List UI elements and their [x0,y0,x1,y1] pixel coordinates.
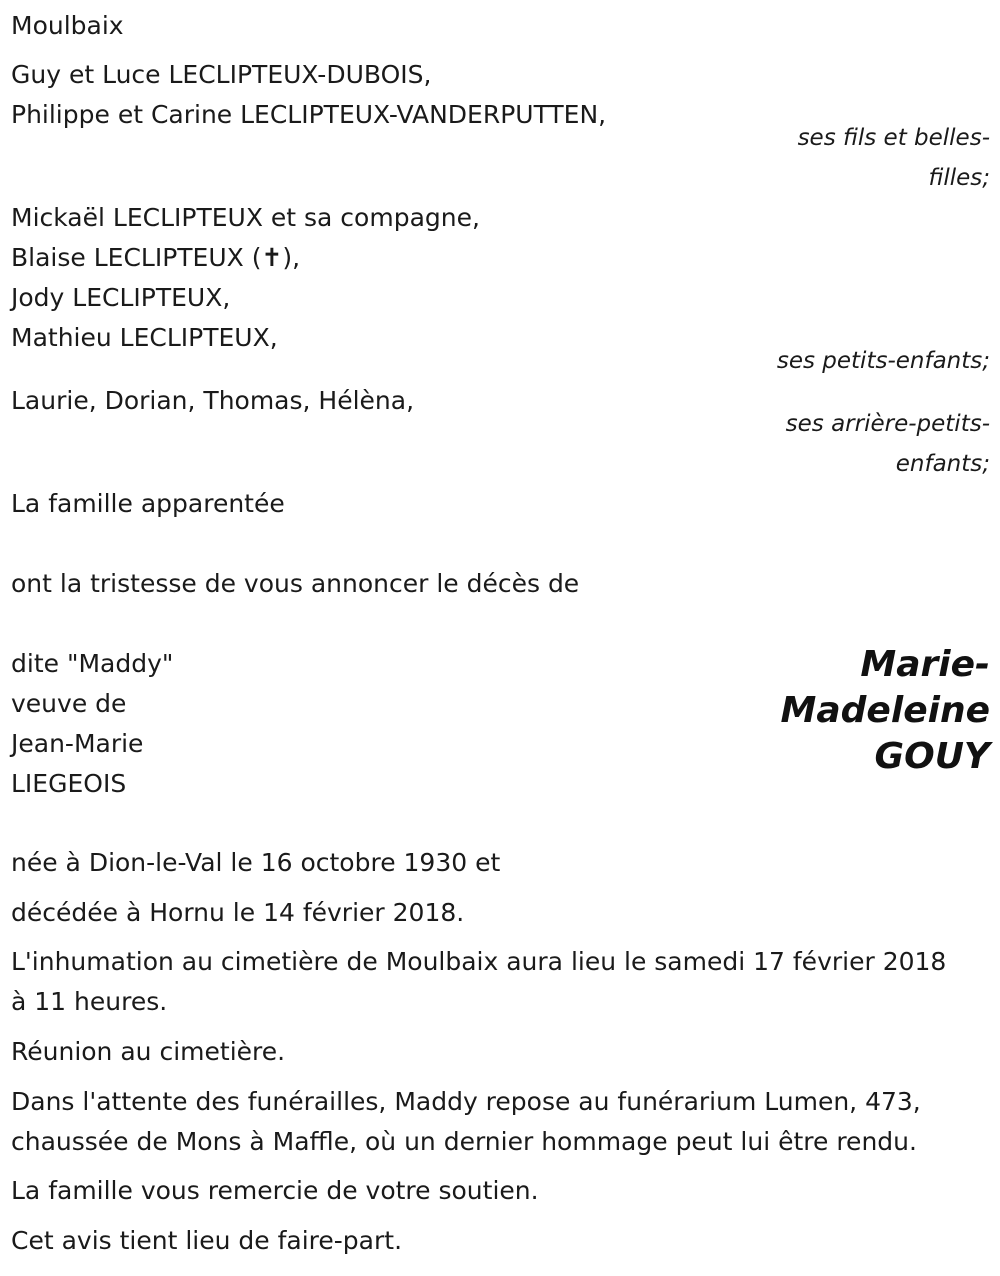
relationship-label: ses arrière-petits- [785,411,990,437]
deceased-name-line: Marie- [860,644,990,685]
meeting-info: Réunion au cimetière. [11,1037,286,1066]
family-member-line: Philippe et Carine LECLIPTEUX-VANDERPUTTEN, [11,100,607,129]
relationship-label: enfants; [895,451,990,477]
deceased-name [781,642,990,780]
thanks-text: La famille vous remercie de votre soutien. [11,1176,539,1205]
announcement-text: ont la tristesse de vous annoncer le décès de [11,569,580,598]
notice-note: Cet avis tient lieu de faire-part. [11,1226,403,1255]
birth-info: née à Dion-le-Val le 16 octobre 1930 et [11,848,501,877]
relationship-label: ses fils et belles- [797,125,990,151]
death-info: décédée à Hornu le 14 février 2018. [11,898,465,927]
family-member-line: Blaise LECLIPTEUX (✝), [11,243,301,272]
relationship-label: ses petits-enfants; [776,348,990,374]
family-member-line: Mathieu LECLIPTEUX, [11,323,278,352]
deceased-name-line: GOUY [874,736,990,777]
burial-info: L'inhumation au cimetière de Moulbaix aura lieu le samedi 17 février 2018 à 11 heures. [11,947,947,1016]
family-line: La famille apparentée [11,489,285,518]
relationship-label: filles; [928,165,990,191]
deceased-detail: veuve de [11,689,127,718]
funeral-home-info: Dans l'attente des funérailles, Maddy repose au funérarium Lumen, 473, chaussée de Mons à Maffle, où un dernier hommage peut lui être rendu. [11,1087,921,1156]
deceased-name-line: Madeleine [780,690,990,731]
deceased-detail: dite "Maddy" [11,649,174,678]
family-member-line: Laurie, Dorian, Thomas, Hélèna, [11,386,415,415]
family-member-line: Mickaël LECLIPTEUX et sa compagne, [11,203,480,232]
family-member-line: Jody LECLIPTEUX, [11,283,231,312]
locality: Moulbaix [11,11,124,40]
deceased-detail: LIEGEOIS [11,769,127,798]
family-member-line: Guy et Luce LECLIPTEUX-DUBOIS, [11,60,432,89]
deceased-detail: Jean-Marie [11,729,144,758]
